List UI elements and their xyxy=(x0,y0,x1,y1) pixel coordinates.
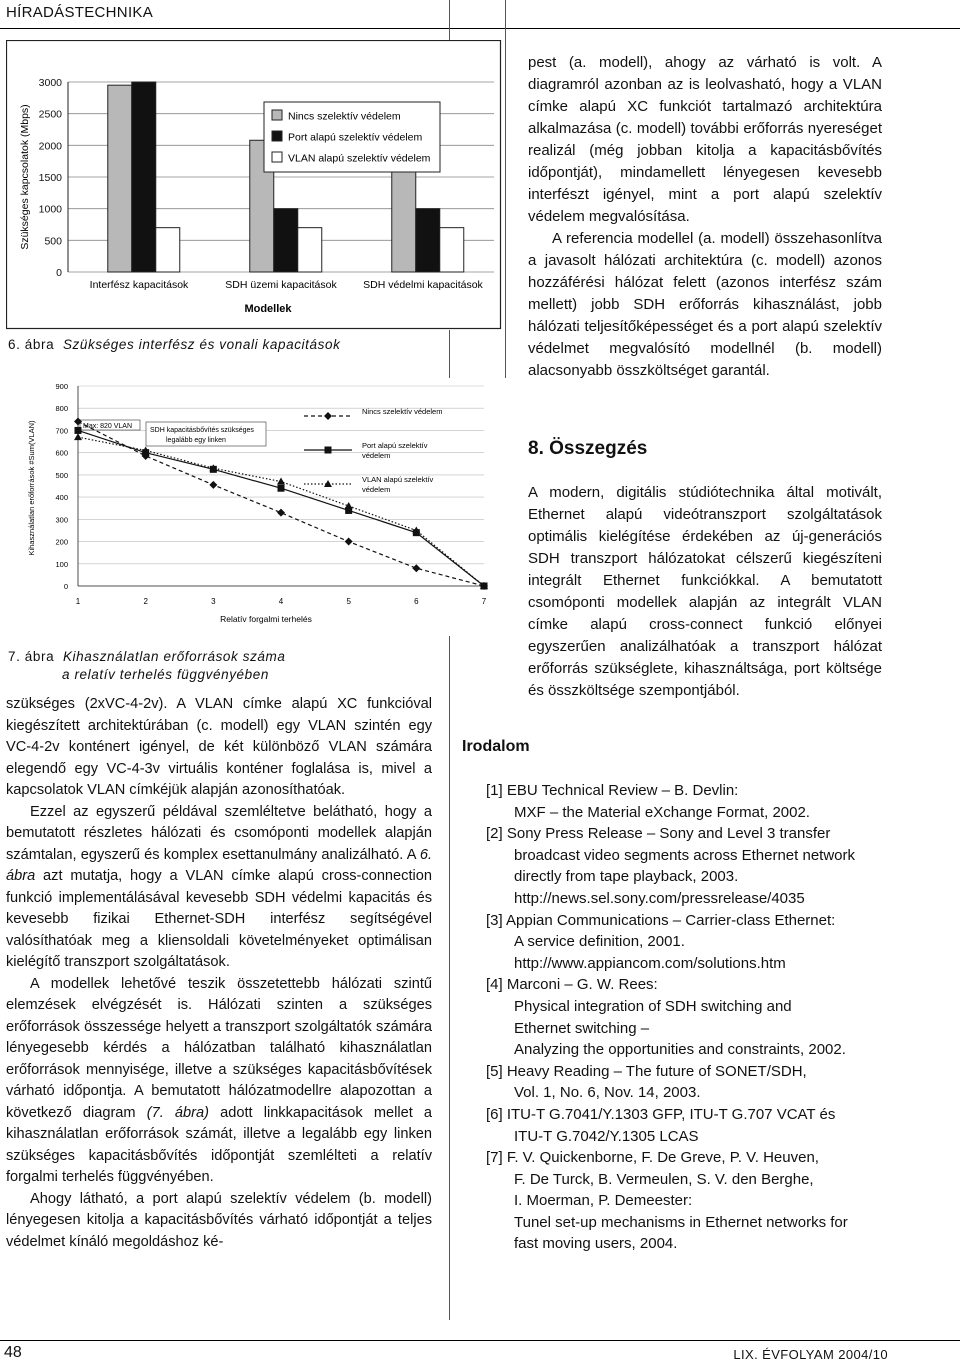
left-paragraph-2-a: Ezzel az egyszerű példával szemléltetve belátható, hogy a bemutatott részletes hálózati és csomóponti modellek alapján számtalan, egyszerű és komplex esettanulmány analizálható. A xyxy=(6,803,432,863)
page-number: 48 xyxy=(4,1344,22,1361)
y-tick-label: 300 xyxy=(55,515,68,525)
reference-item xyxy=(458,974,948,1060)
reference-line: Analyzing the opportunities and constraints, 2002. xyxy=(514,1041,846,1059)
annotation-capacity: SDH kapacitásbővítés szükséges xyxy=(150,427,254,434)
figure-7-caption xyxy=(8,648,286,684)
right-column-top xyxy=(528,52,882,382)
x-tick-label: SDH védelmi kapacitások xyxy=(363,279,483,291)
figure-7 xyxy=(6,378,506,636)
legend-swatch xyxy=(272,152,282,162)
left-paragraph-2 xyxy=(6,802,432,974)
section-8-heading: 8. Összegzés xyxy=(528,438,648,459)
reference-line: F. De Turck, B. Vermeulen, S. V. den Berghe, xyxy=(514,1170,814,1188)
section-8-body xyxy=(528,482,882,702)
data-point xyxy=(412,564,420,572)
y-axis-label: Kihasználatlan erőforrások #Sum(VLAN) xyxy=(27,420,36,556)
data-point xyxy=(75,427,82,434)
legend-label: Nincs szelektív védelem xyxy=(288,110,401,123)
y-tick-label: 100 xyxy=(55,559,68,569)
reference-line: A service definition, 2001. xyxy=(514,933,685,951)
left-paragraph-4: Ahogy látható, a port alapú szelektív védelem (b. modell) lényegesen kitolja a kapacitásbővítés várható időpontját a teljes védelmet kínáló megoldáshoz ké- xyxy=(6,1190,432,1250)
y-tick-label: 700 xyxy=(55,426,68,436)
series-line xyxy=(78,430,484,586)
legend-marker xyxy=(324,412,332,420)
x-tick-label: 3 xyxy=(211,597,216,606)
reference-item xyxy=(458,1147,948,1255)
data-point xyxy=(277,509,285,517)
figure-7-chart xyxy=(6,378,506,636)
reference-line: Ethernet switching – xyxy=(514,1019,650,1037)
x-axis-label: Modellek xyxy=(244,303,292,315)
bar xyxy=(132,82,156,272)
data-point xyxy=(277,478,285,485)
volume-info: LIX. ÉVFOLYAM 2004/10 xyxy=(733,1347,888,1362)
reference-line: http://news.sel.sony.com/pressrelease/4035 xyxy=(514,889,805,907)
reference-line: Vol. 1, No. 6, Nov. 14, 2003. xyxy=(514,1084,701,1102)
bar xyxy=(440,228,464,272)
figure-6-caption-text: Szükséges interfész és vonali kapacitások xyxy=(62,337,341,352)
figure-7-reference: (7. ábra) xyxy=(146,1104,209,1121)
x-tick-label: Interfész kapacitások xyxy=(89,279,189,291)
left-column xyxy=(6,694,432,1253)
reference-line: directly from tape playback, 2003. xyxy=(514,868,739,886)
reference-line: [2] Sony Press Release – Sony and Level 3 transfer xyxy=(486,825,831,843)
y-tick-label: 500 xyxy=(55,470,68,480)
y-tick-label: 400 xyxy=(55,493,68,503)
left-paragraph-3-a: A modellek lehetővé teszik összetettebb hálózati szintű elemzések elvégzését is. Hálózati szinten a szükséges erőforrások összessége helyett a transzport szolgáltatók számára lényegesebb kérdés a hálózatban található kihasználatlan erőforrások mennyisége, illetve a szükséges kapacitásbővítések várható időpontja. A bemutatott hálózatmodellre alapozottan a következő diagram xyxy=(6,975,432,1121)
reference-line: [7] F. V. Quickenborne, F. De Greve, P. V. Heuven, xyxy=(486,1149,819,1167)
y-tick-label: 2500 xyxy=(38,108,62,121)
left-paragraph-2-b: azt mutatja, hogy a VLAN címke alapú cross-connection funkció implementálásával kevesebb SDH védelmi kapacitás és kevesebb fizikai Ethernet-SDH interfész segítségével valósíthatóak meg a kliensoldali követelményeket optimálisan kielégítő transzport szolgáltatások. xyxy=(6,868,432,970)
data-point xyxy=(209,481,217,489)
reference-item xyxy=(458,780,948,823)
left-paragraph-1: szükséges (2xVC-4-2v). A VLAN címke alapú XC funkcióval kiegészített architektúrában (c. modell) egy VLAN szintén egy VC-4-2v konténert igényel, de két különböző VLAN számára elegendő egy VC-4-3v virtuális konténer foglalása is, mivel a kapcsolatok VLAN címkéjük alapján azonosíthatóak. xyxy=(6,696,432,798)
legend-label: Port alapú szelektív védelem xyxy=(288,131,423,144)
reference-line: [6] ITU-T G.7041/Y.1303 GFP, ITU-T G.707 VCAT és xyxy=(486,1105,836,1123)
x-tick-label: 1 xyxy=(75,597,81,606)
reference-item xyxy=(458,823,948,909)
reference-item xyxy=(458,910,948,975)
references-list xyxy=(458,780,948,1255)
running-header xyxy=(0,0,960,29)
page-footer xyxy=(0,1340,960,1365)
annotation-link: legalább egy linken xyxy=(166,437,226,444)
y-tick-label: 900 xyxy=(55,382,68,391)
data-point xyxy=(278,485,285,492)
figure-6-caption xyxy=(8,336,340,354)
right-paragraph-1: pest (a. modell), ahogy az várható is volt. A diagramról azonban az is leolvasható, hogy a VLAN címke alapú XC funkciót tartalmazó architektúra alkalmazása (c. modell) további erőforrás nyereséget realizál (még jobban kitolja a kapacitásbővítés időpontját), mindamellett lényegesen kevesebb interfészt igényel, mint a port alapú szelektív védelem megvalósítása. xyxy=(528,54,882,225)
figure-divider xyxy=(505,0,506,420)
journal-title: HÍRADÁSTECHNIKA xyxy=(6,4,154,21)
reference-line: ITU-T G.7042/Y.1305 LCAS xyxy=(514,1127,699,1145)
reference-line: http://www.appiancom.com/solutions.htm xyxy=(514,954,786,972)
legend-swatch xyxy=(272,131,282,141)
x-tick-label: 2 xyxy=(143,597,148,606)
x-tick-label: 7 xyxy=(481,597,487,606)
figure-6-caption-number: 6. ábra xyxy=(8,337,55,352)
right-paragraph-2: A referencia modellel (a. modell) összehasonlítva a javasolt hálózati architektúra (c. modell) azonos hozzáférési hálózat felett (azonos interfész szám mellett) jobb SDH erőforrás kihasználást, jobb hálózati teljesítőképességet és a port alapú szelektív védelmet megvalósító modellnél (b. modell) alacsonyabb összköltséget garantál. xyxy=(528,230,882,379)
legend xyxy=(264,102,440,172)
bar xyxy=(298,228,322,272)
y-tick-label: 1500 xyxy=(38,172,62,184)
legend-swatch xyxy=(272,110,282,120)
figure-7-caption-number: 7. ábra xyxy=(8,649,55,664)
x-tick-label: 4 xyxy=(278,597,284,606)
legend-label: Port alapú szelektív xyxy=(362,441,428,450)
data-point xyxy=(345,538,353,546)
y-axis-label: Szükséges kapcsolatok (Mbps) xyxy=(19,104,31,250)
figure-7-caption-line1: Kihasználatlan erőforrások száma xyxy=(62,649,286,664)
bar xyxy=(416,209,440,272)
x-tick-label: 5 xyxy=(346,597,351,606)
reference-line: MXF – the Material eXchange Format, 2002. xyxy=(514,803,810,821)
reference-line: [1] EBU Technical Review – B. Devlin: xyxy=(486,782,739,799)
left-paragraph-3-b: adott linkkapacitások mellet a kihasználatlan erőforrások számát, illetve a legalább egy linken szükséges kapacitásbővítés időpontját szemlélteti a relatív forgalmi terhelés függvényében. xyxy=(6,1104,433,1185)
reference-line: Physical integration of SDH switching and xyxy=(514,997,792,1015)
reference-line: I. Moerman, P. Demeester: xyxy=(514,1192,693,1210)
figure-6-chart xyxy=(6,40,502,330)
y-tick-label: 0 xyxy=(63,582,68,591)
reference-item xyxy=(458,1104,948,1147)
legend-label: VLAN alapú szelektív xyxy=(362,475,434,484)
legend-label: VLAN alapú szelektív védelem xyxy=(288,152,431,165)
figure-6 xyxy=(6,40,502,330)
reference-item xyxy=(458,1061,948,1104)
reference-line: Tunel set-up mechanisms in Ethernet networks for xyxy=(514,1213,848,1231)
x-axis-label: Relatív forgalmi terhelés xyxy=(220,614,312,624)
reference-line: broadcast video segments across Ethernet network xyxy=(514,846,856,864)
left-paragraph-3 xyxy=(6,974,432,1189)
reference-line: fast moving users, 2004. xyxy=(514,1235,678,1253)
legend-label: Nincs szelektív védelem xyxy=(362,407,443,416)
section-8-paragraph: A modern, digitális stúdiótechnika által motivált, Ethernet alapú videótranszport szolgáltatások optimális kielégítése érdekében az új-generációs SDH transzport hálózatokat célszerű kiegészíteni integrált Ethernet funkciókkal. A bemutatott csomóponti modellek alapján az integrált VLAN címke alapú cross-connect funkció előnyei egyszerűen analizálhatóak a transzport hálózat erőforrás szükséglete, kihasználtsága, port költsége és összköltsége szempontjából. xyxy=(528,484,882,699)
y-tick-label: 200 xyxy=(55,537,68,547)
y-tick-label: 600 xyxy=(55,448,68,458)
x-tick-label: SDH üzemi kapacitások xyxy=(225,279,337,291)
data-point xyxy=(74,433,82,440)
figure-6-reference: 6. ábra xyxy=(6,846,432,884)
y-tick-label: 0 xyxy=(56,267,62,279)
y-tick-label: 800 xyxy=(55,404,68,414)
references-heading: Irodalom xyxy=(462,738,530,755)
legend-marker xyxy=(325,447,332,454)
bar xyxy=(108,85,132,272)
y-tick-label: 3000 xyxy=(38,77,62,89)
reference-line: [3] Appian Communications – Carrier-class Ethernet: xyxy=(486,911,836,929)
reference-line: [5] Heavy Reading – The future of SONET/SDH, xyxy=(486,1062,807,1080)
annotation-max: Max: 820 VLAN xyxy=(83,423,133,430)
y-tick-label: 500 xyxy=(44,235,62,248)
bar xyxy=(274,209,298,272)
bar xyxy=(156,228,180,272)
x-tick-label: 6 xyxy=(414,597,419,606)
y-tick-label: 2000 xyxy=(38,140,62,153)
y-tick-label: 1000 xyxy=(38,203,62,216)
figure-7-caption-line2: a relatív terhelés függvényében xyxy=(62,667,269,682)
reference-line: [4] Marconi – G. W. Rees: xyxy=(486,976,658,994)
legend xyxy=(304,407,442,494)
legend-label-cont: védelem xyxy=(362,485,391,494)
legend-label-cont: védelem xyxy=(362,451,391,460)
